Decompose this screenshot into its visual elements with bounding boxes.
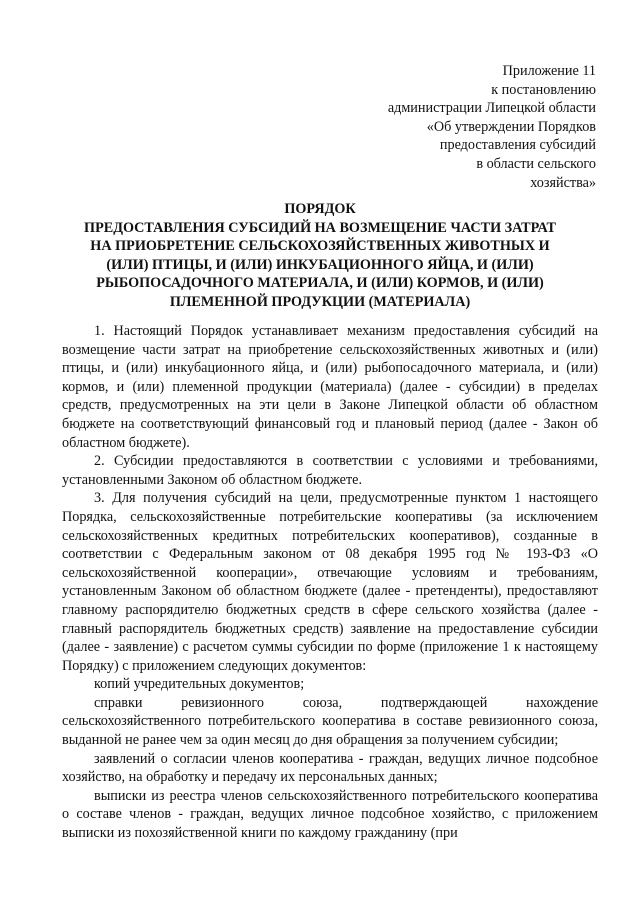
annex-line: администрации Липецкой области [387,100,596,117]
annex-line: хозяйства» [530,174,596,191]
annex-header [388,62,596,192]
list-item-audit-union-certificate: справки ревизионного союза, подтверждающей нахождение сельскохозяйственного потребительского кооператива в составе ревизионного союза, выданной не ранее чем за один месяц до дня обращения за получением субсидии; [62,694,598,749]
title-line: ПРЕДОСТАВЛЕНИЯ СУБСИДИЙ НА ВОЗМЕЩЕНИЕ ЧАСТИ ЗАТРАТ [84,219,556,236]
title-line: РЫБОПОСАДОЧНОГО МАТЕРИАЛА, И (ИЛИ) КОРМОВ, И (ИЛИ) [96,275,544,292]
annex-line: к постановлению [491,81,596,98]
annex-line: «Об утверждении Порядков [426,118,596,135]
list-item-charter-documents: копий учредительных документов; [94,676,305,693]
document-title [60,200,580,312]
title-heading: ПОРЯДОК [284,201,356,217]
paragraph-1: 1. Настоящий Порядок устанавливает механизм предоставления субсидий на возмещение части затрат на приобретение сельскохозяйственных животных и (или) птицы, и (или) инкубационного яйца, и (или) рыбопосадочного материала, и (или) кормов, и (или) племенной продукции (материала) (далее - субсидии) в пределах средств, предусмотренных на эти цели в Законе Липецкой области об областном бюджете на соответствующий финансовый год и плановый период (далее - Закон об областном бюджете). [62,323,598,451]
document-body [62,322,598,843]
list-item-registry-extract: выписки из реестра членов сельскохозяйственного потребительского кооператива о составе членов - граждан, ведущих личное подсобное хозяйство, с приложением выписки из похозяйственной книги по каждому гражданину (при [62,787,598,842]
paragraph-3: 3. Для получения субсидий на цели, предусмотренные пунктом 1 настоящего Порядка, сельскохозяйственные потребительские кооперативы (за исключением сельскохозяйственных кредитных потребительских кооперативов), созданные в соответствии с Федеральным законом от 08 декабря 1995 год № 193-ФЗ «О сельскохозяйственной кооперации», отвечающие условиям и требованиям, установленным Законом об областном бюджете (далее - претенденты), предоставляют главному распорядителю бюджетных средств в сфере сельского хозяйства (далее - главный распорядитель бюджетных средств) заявление на предоставление субсидии (далее - заявление) с расчетом суммы субсидии по форме (приложение 1 к настоящему Порядку) с приложением следующих документов: [62,490,598,674]
title-line: НА ПРИОБРЕТЕНИЕ СЕЛЬСКОХОЗЯЙСТВЕННЫХ ЖИВОТНЫХ И [90,238,550,255]
list-item-consent-statements: заявлений о согласии членов кооператива - граждан, ведущих личное подсобное хозяйство, на обработку и передачу их персональных данных; [62,750,598,786]
annex-line: Приложение 11 [502,63,596,79]
title-line: ПЛЕМЕННОЙ ПРОДУКЦИИ (МАТЕРИАЛА) [169,293,471,310]
paragraph-2: 2. Субсидии предоставляются в соответствии с условиями и требованиями, установленными Законом об областном бюджете. [62,453,598,488]
title-line: (ИЛИ) ПТИЦЫ, И (ИЛИ) ИНКУБАЦИОННОГО ЯЙЦА, И (ИЛИ) [106,256,534,273]
annex-line: предоставления субсидий [439,137,596,154]
annex-line: в области сельского [476,155,596,172]
